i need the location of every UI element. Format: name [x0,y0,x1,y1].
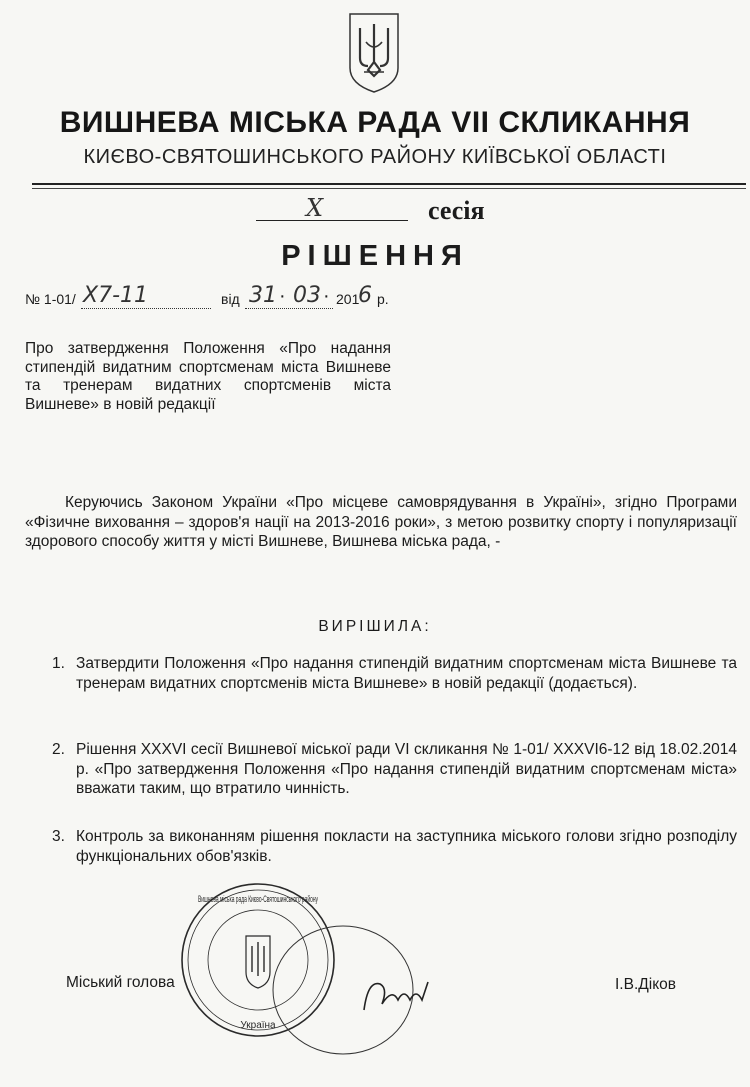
coat-of-arms-icon [346,10,402,96]
stamp-country: Україна [240,1020,276,1031]
item-number: 1. [52,655,65,672]
preamble-paragraph: Керуючись Законом України «Про місцеве самоврядування в Україні», згідно Програми «Фізичне виховання – здоров'я нації на 2013-2016 роки», з метою розвитку спорту і популяризації здорового способу життя у місті Вишневе, Вишнева міська рада, - [25,494,737,550]
header-divider [32,183,746,185]
item-number: 3. [52,828,65,845]
header-divider-thin [32,188,746,189]
date-month: 03 [293,283,321,308]
item-number: 2. [52,741,65,758]
signature-mark [358,970,468,1020]
mayor-position: Міський голова [66,974,175,991]
decided-heading: ВИРІШИЛА: [318,618,432,635]
list-item [25,654,737,694]
session-number: X [306,194,324,222]
council-title: ВИШНЕВА МІСЬКА РАДА VII СКЛИКАННЯ [59,106,691,139]
date-separator: · [279,285,286,307]
date-day: 31 [249,283,277,308]
year-digit: 6 [358,283,372,308]
decision-subject: Про затвердження Положення «Про надання стипендій видатним спортсменам міста Вишневе та тренерам видатних спортсменів міста Вишневе» в новій редакції [25,340,391,413]
mayor-name: І.В.Діков [615,976,677,993]
date-prefix: від [221,291,240,307]
document-title: РІШЕННЯ [281,240,469,272]
list-item [25,740,737,800]
item-text: Затвердити Положення «Про надання стипендій видатним спортсменам міста Вишневе та тренерам видатних спортсменів міста Вишневе» в новій редакції (додається). [76,655,737,692]
district-subtitle: КИЄВО-СВЯТОШИНСЬКОГО РАЙОНУ КИЇВСЬКОЇ ОБЛАСТІ [83,146,667,168]
number-prefix: № 1-01/ [25,291,76,307]
year-prefix: 201 [336,291,360,307]
decision-number-line [25,283,475,313]
session-underline [256,220,408,221]
date-underline [245,308,333,309]
date-separator-2: · [323,285,330,307]
stamp-outer-text: Вишнева міська рада Києво-Святошинського району [198,894,319,904]
session-label: сесія [428,196,485,225]
decision-number: X7-11 [83,283,149,308]
number-underline [81,308,211,309]
item-text: Контроль за виконанням рішення покласти на заступника міського голови згідно розподілу функціональних обов'язків. [76,828,737,865]
year-suffix: р. [377,291,389,307]
list-item [25,827,737,867]
item-text: Рішення XXXVI сесії Вишневої міської ради VI скликання № 1-01/ XXXVI6-12 від 18.02.2014 р. «Про затвердження Положення «Про надання стипендій видатним спортсменам міста» вважати таким, що втратило чинність. [76,741,737,797]
